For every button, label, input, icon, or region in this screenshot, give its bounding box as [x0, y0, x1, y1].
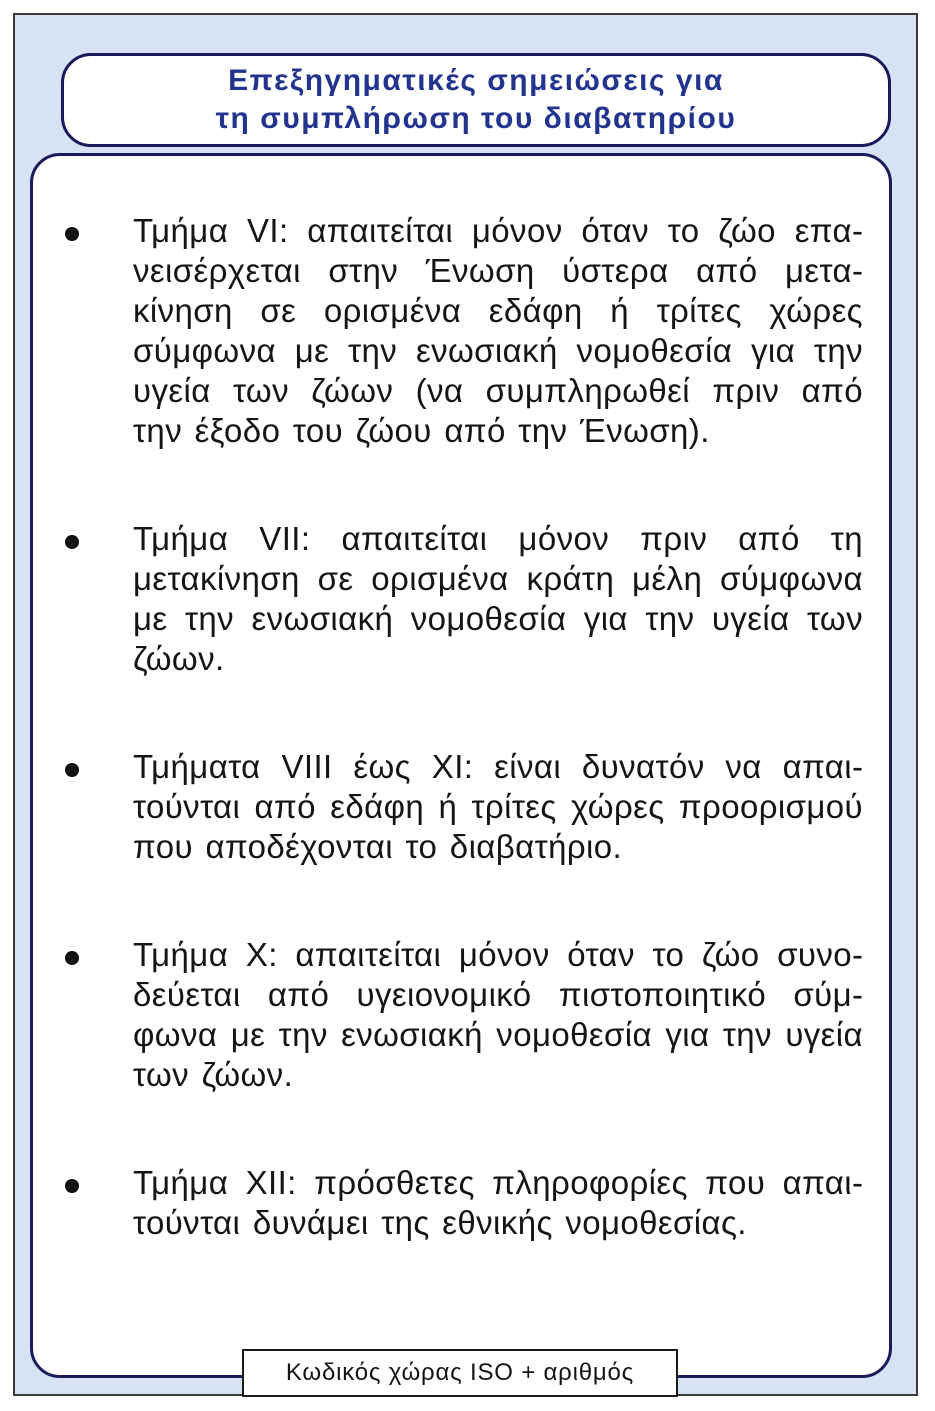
- bullet-icon: [65, 763, 79, 777]
- note-section-x: Τμήμα X: απαιτείται μόνον όταν το ζώο συνοδεύεται από υγειονομικό πιστοποιητικό σύμφωνα με την ενωσιακή νομοθεσία για την υγεία των ζώων.: [133, 936, 863, 1093]
- page-title-line-1: Επεξηγηματικές σημειώσεις για: [228, 64, 724, 97]
- iso-code-label: Κωδικός χώρας ISO + αριθμός: [285, 1359, 635, 1386]
- title-banner: [61, 53, 891, 147]
- iso-code-label-box: [242, 1349, 678, 1397]
- note-section-vi: Τμήμα VI: απαιτείται μόνον όταν το ζώο επανεισέρχεται στην Ένωση ύστερα από μετακίνηση σε ορισμένα εδάφη ή τρίτες χώρες σύμφωνα με την ενωσιακή νομοθεσία για την υγεία των ζώων (να συμπληρωθεί πριν από την έξοδο του ζώου από την Ένωση).: [133, 212, 863, 449]
- bullet-icon: [65, 1179, 79, 1193]
- list-item: [33, 519, 889, 679]
- list-item: [33, 211, 889, 451]
- notes-panel: [30, 153, 892, 1378]
- page-title-line-2: τη συμπλήρωση του διαβατηρίου: [215, 102, 737, 135]
- list-item: [33, 1163, 889, 1243]
- bullet-icon: [65, 535, 79, 549]
- notes-list: [33, 211, 889, 1311]
- note-sections-viii-xi: Τμήματα VIII έως XI: είναι δυνατόν να απαιτούνται από εδάφη ή τρίτες χώρες προορισμού που αποδέχονται το διαβατήριο.: [133, 748, 863, 865]
- bullet-icon: [65, 951, 79, 965]
- list-item: [33, 747, 889, 867]
- list-item: [33, 935, 889, 1095]
- note-section-vii: Τμήμα VII: απαιτείται μόνον πριν από τη μετακίνηση σε ορισμένα κράτη μέλη σύμφωνα με την ενωσιακή νομοθεσία για την υγεία των ζώων.: [133, 520, 863, 677]
- note-section-xii: Τμήμα XII: πρόσθετες πληροφορίες που απαιτούνται δυνάμει της εθνικής νομοθεσίας.: [133, 1164, 863, 1241]
- bullet-icon: [65, 227, 79, 241]
